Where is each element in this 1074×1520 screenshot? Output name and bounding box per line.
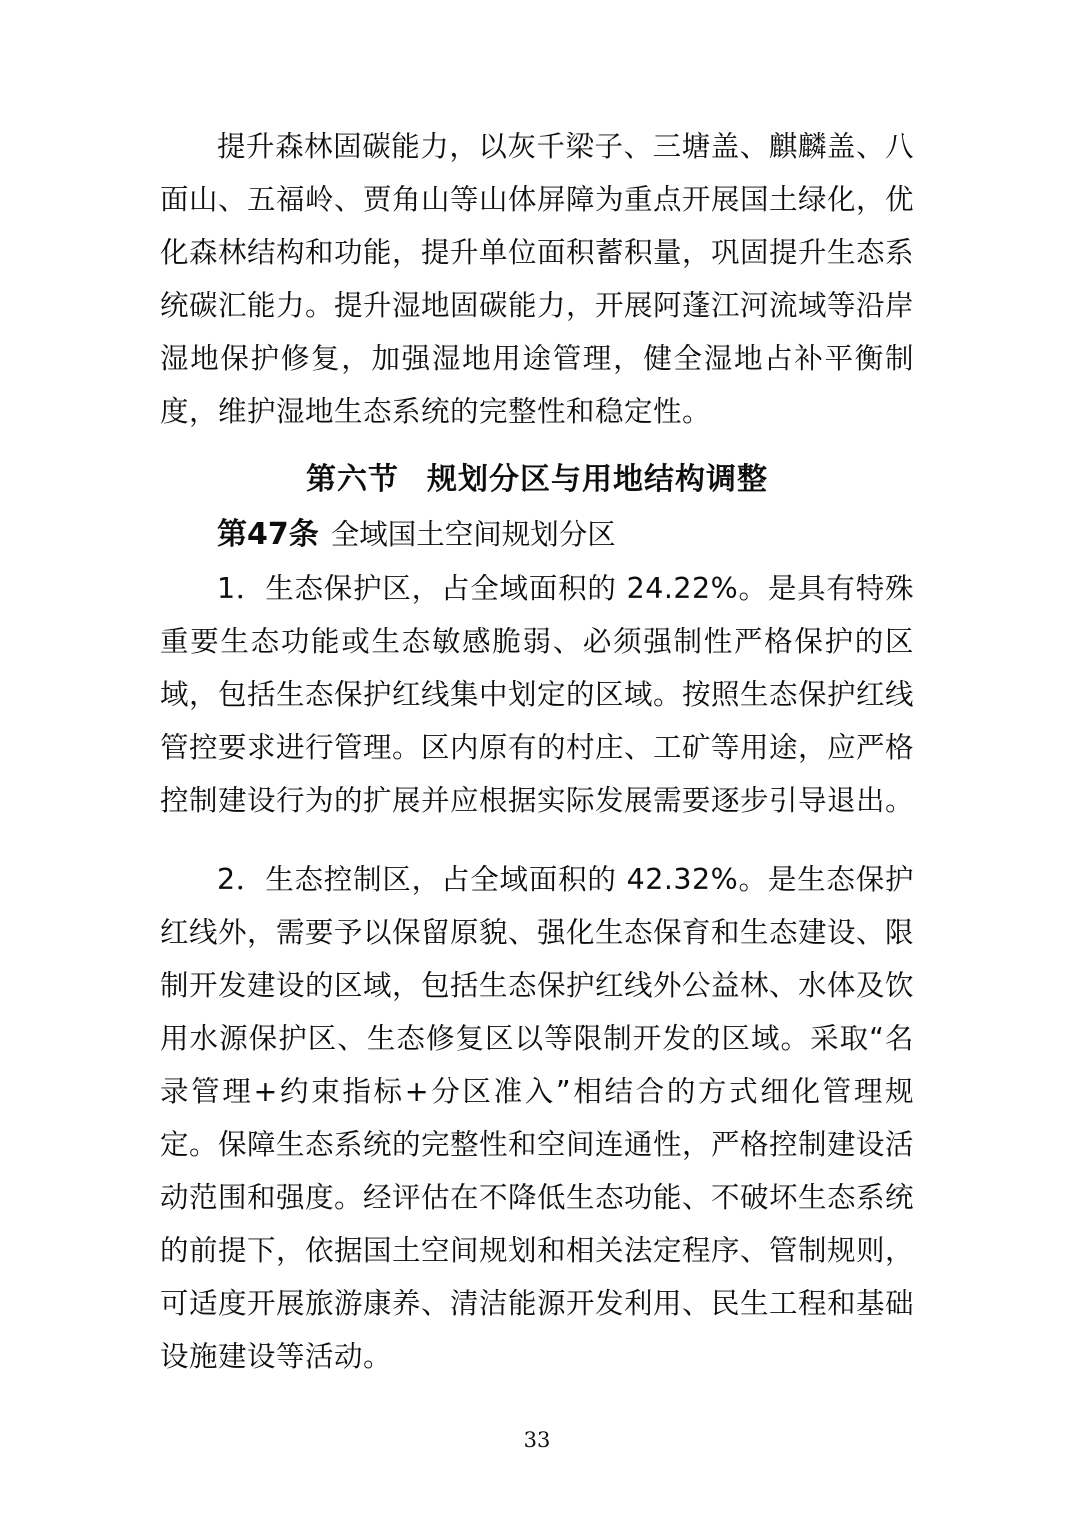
page-content (160, 120, 914, 1383)
list-item-ecological-control-zone: 2．生态控制区，占全域面积的 42.32%。是生态保护红线外，需要予以保留原貌、强化生态保育和生态建设、限制开发建设的区域，包括生态保护红线外公益林、水体及饮用水源保护区、生态修复区以等限制开发的区域。采取“名录管理+约束指标+分区准入”相结合的方式细化管理规定。保障生态系统的完整性和空间连通性，严格控制建设活动范围和强度。经评估在不降低生态功能、不破坏生态系统的前提下，依据国土空间规划和相关法定程序、管制规则，可适度开展旅游康养、清洁能源开发利用、民生工程和基础设施建设等活动。 (160, 863, 915, 1373)
spacer (160, 438, 914, 452)
paragraph-carbon-sink: 提升森林固碳能力，以灰千梁子、三塘盖、麒麟盖、八面山、五福岭、贾角山等山体屏障为重点开展国土绿化，优化森林结构和功能，提升单位面积蓄积量，巩固提升生态系统碳汇能力。提升湿地固碳能力，开展阿蓬江河流域等沿岸湿地保护修复，加强湿地用途管理，健全湿地占补平衡制度，维护湿地生态系统的完整性和稳定性。 (160, 130, 915, 428)
article-heading (160, 508, 914, 562)
spacer (160, 827, 914, 853)
article-number: 第47条 (217, 517, 319, 552)
section-title: 规划分区与用地结构调整 (427, 462, 768, 497)
list-item-ecological-protection-zone: 1．生态保护区，占全域面积的 24.22%。是具有特殊重要生态功能或生态敏感脆弱、必须强制性严格保护的区域，包括生态保护红线集中划定的区域。按照生态保护红线管控要求进行管理。区内原有的村庄、工矿等用途，应严格控制建设行为的扩展并应根据实际发展需要逐步引导退出。 (160, 572, 915, 817)
section-number: 第六节 (306, 462, 399, 497)
section-heading (160, 452, 914, 508)
article-title: 全域国土空间规划分区 (330, 518, 616, 551)
page-number: 33 (523, 1428, 551, 1452)
